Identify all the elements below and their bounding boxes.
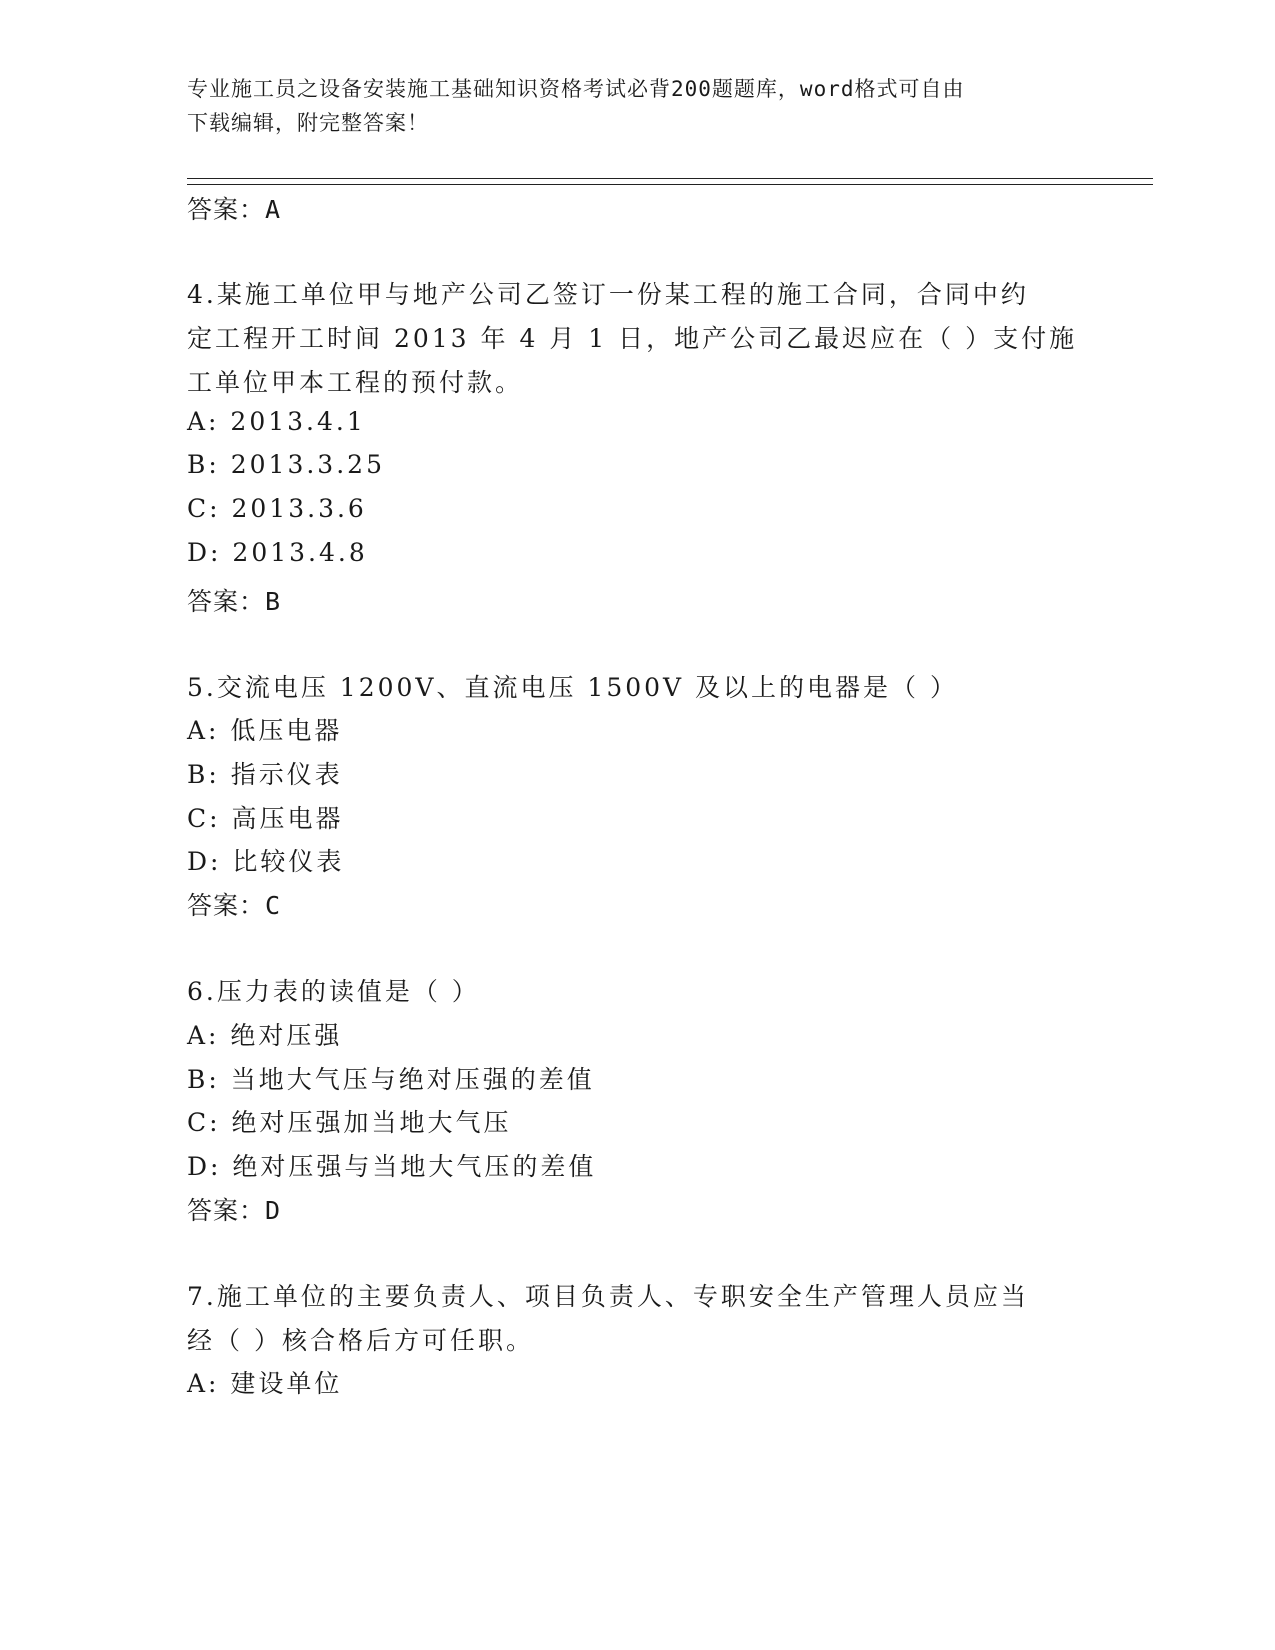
q6-option-d: D: 绝对压强与当地大气压的差值 xyxy=(187,1152,597,1181)
q5-answer: 答案：C xyxy=(187,891,282,920)
q3-answer: 答案：A xyxy=(187,195,282,224)
q5-option-b: B: 指示仪表 xyxy=(187,760,343,789)
q7-stem-line-2: 经（ ）核合格后方可任职。 xyxy=(187,1326,534,1355)
q4-option-c: C: 2013.3.6 xyxy=(187,494,367,523)
q7-stem-line-1: 7.施工单位的主要负责人、项目负责人、专职安全生产管理人员应当 xyxy=(187,1282,1029,1311)
q4-stem-line-3: 工单位甲本工程的预付款。 xyxy=(187,368,524,397)
q6-option-c: C: 绝对压强加当地大气压 xyxy=(187,1108,512,1137)
q4-option-a: A: 2013.4.1 xyxy=(187,407,366,436)
q5-option-c: C: 高压电器 xyxy=(187,804,344,833)
q4-stem-line-2: 定工程开工时间 2013 年 4 月 1 日，地产公司乙最迟应在（ ）支付施 xyxy=(187,324,1078,353)
header-line-1: 专业施工员之设备安装施工基础知识资格考试必背200题题库，word格式可自由 xyxy=(187,77,965,101)
q4-option-b: B: 2013.3.25 xyxy=(187,450,385,479)
q5-option-d: D: 比较仪表 xyxy=(187,847,345,876)
q5-stem-line-1: 5.交流电压 1200V、直流电压 1500V 及以上的电器是（ ） xyxy=(187,673,958,702)
page-header xyxy=(187,72,1067,140)
header-double-rule xyxy=(187,178,1153,185)
q5-option-a: A: 低压电器 xyxy=(187,716,343,745)
q6-option-a: A: 绝对压强 xyxy=(187,1021,343,1050)
q6-answer: 答案：D xyxy=(187,1196,282,1225)
q6-option-b: B: 当地大气压与绝对压强的差值 xyxy=(187,1065,595,1094)
q4-option-d: D: 2013.4.8 xyxy=(187,538,368,567)
q6-stem-line-1: 6.压力表的读值是（ ） xyxy=(187,977,480,1006)
header-line-2: 下载编辑，附完整答案！ xyxy=(187,111,429,135)
q4-stem-line-1: 4.某施工单位甲与地产公司乙签订一份某工程的施工合同，合同中约 xyxy=(187,280,1029,309)
q7-option-a: A: 建设单位 xyxy=(187,1369,343,1398)
q4-answer: 答案：B xyxy=(187,587,282,616)
